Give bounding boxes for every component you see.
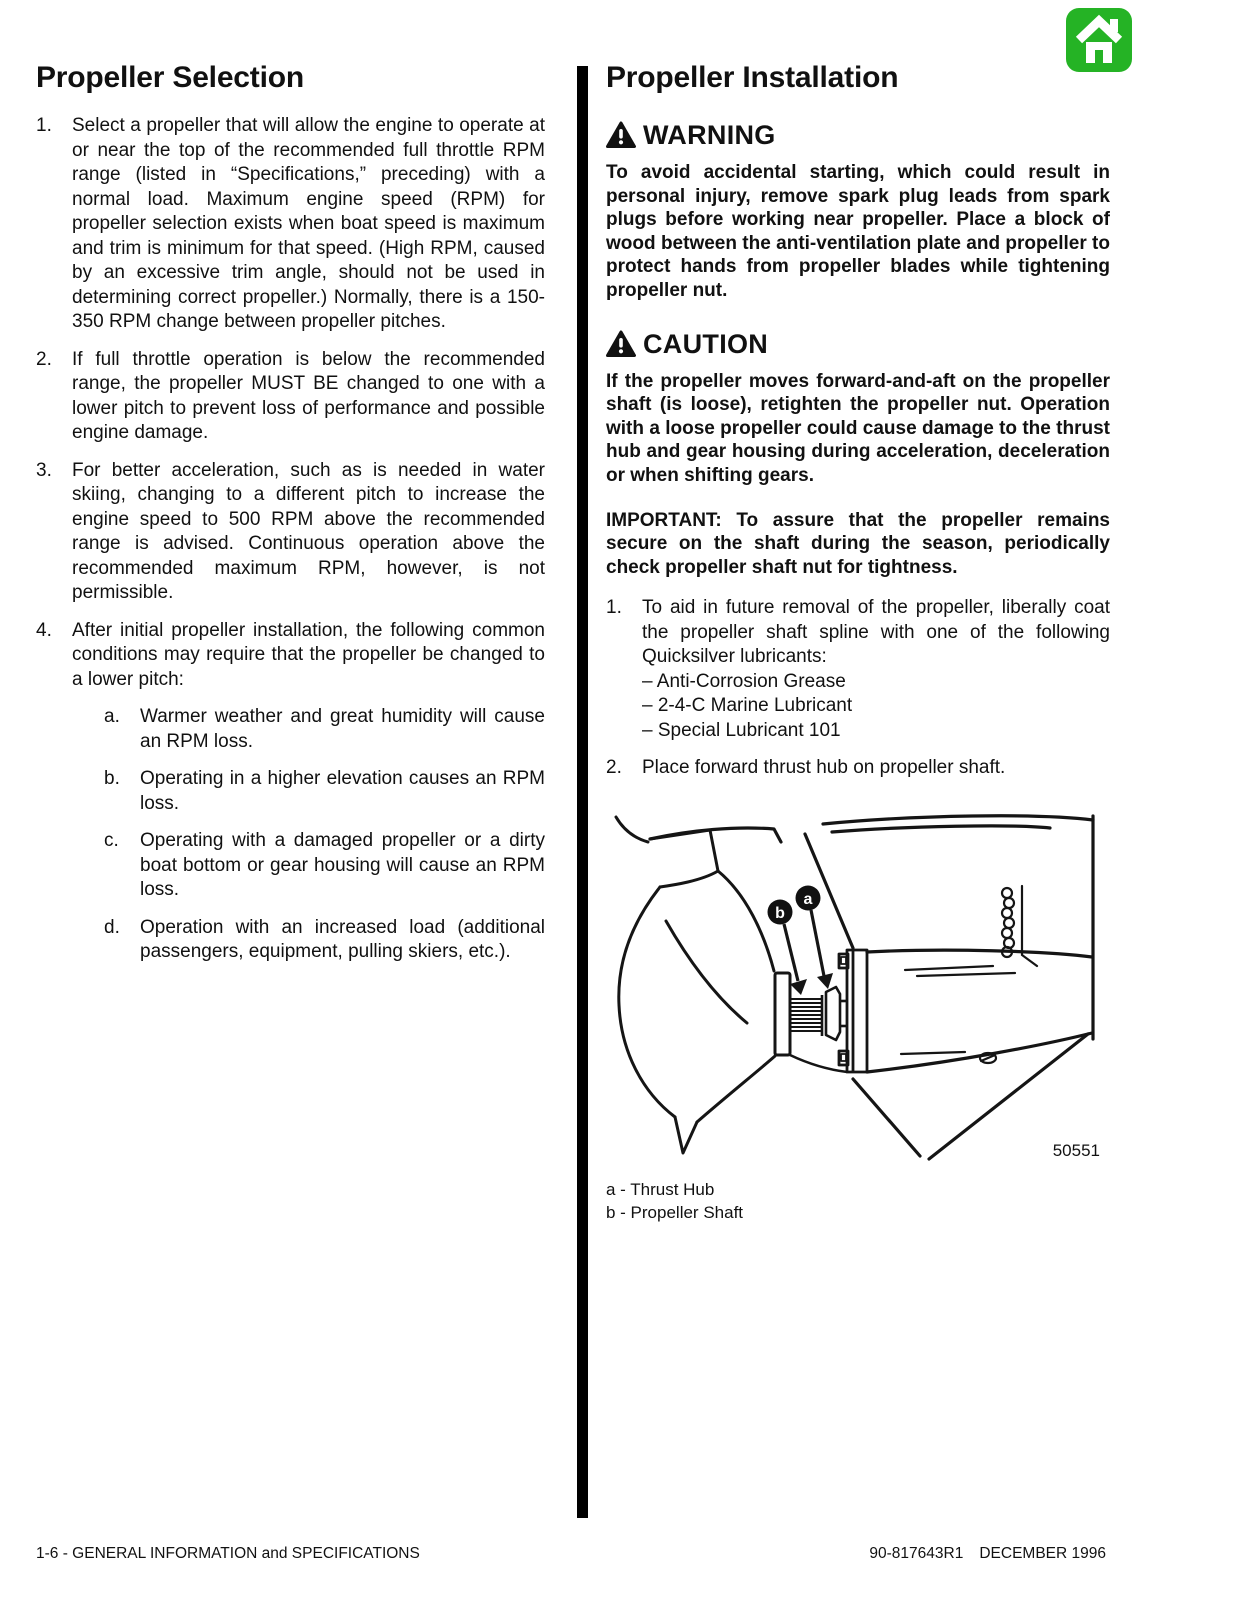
sub-list-text: Warmer weather and great humidity will cause an RPM loss. [140,706,545,752]
list-number: 4. [36,619,52,641]
sub-list-letter: b. [104,768,120,789]
list-item [36,619,545,693]
sub-list-letter: a. [104,706,120,727]
list-number: 2. [36,348,52,370]
list-text: After initial propeller installation, the following common conditions may require that the propeller be changed to a lower pitch: [72,619,545,690]
left-column [36,62,545,978]
figure-number: 50551 [1052,1140,1100,1160]
lubricant-option: – Special Lubricant 101 [642,719,841,741]
footer-doc-code: 90-817643R1 [869,1545,964,1562]
caption-propeller-shaft: b - Propeller Shaft [606,1203,744,1223]
sub-list-letter: c. [104,830,119,851]
list-text: Select a propeller that will allow the engine to operate at or near the top of the recommended full throttle RPM range (listed in “Specifications,” preceding) with a normal load. Maximum engine speed (RPM) for propeller selection exists when boat speed is maximum and trim is minimum for that speed. (High RPM, caused by an excessive trim angle, should not be used in determining correct propeller.) Normally, there is a 150-350 RPM change between propeller pitches. [72,115,545,332]
warning-label: WARNING [643,120,776,150]
thrust-hub-part [826,987,848,1040]
list-text: If full throttle operation is below the recommended range, the propeller MUST BE changed to one with a lower pitch to prevent loss of performance and possible engine damage. [72,348,545,443]
callout-a [796,885,834,989]
caution-triangle-icon [606,330,636,358]
caution-heading [606,329,1110,359]
list-item [36,459,545,606]
list-item [36,348,545,446]
warning-heading [606,120,1110,150]
sub-list-text: Operation with an increased load (additional passengers, equipment, pulling skiers, etc.). [140,916,545,962]
caption-thrust-hub: a - Thrust Hub [606,1180,715,1200]
callout-a-letter: a [803,890,813,908]
step-text: Place forward thrust hub on propeller shaft. [642,757,1006,779]
step-item [606,756,1110,781]
list-number: 1. [36,115,52,136]
splined-shaft [790,995,822,1036]
list-text: For better acceleration, such as is needed in water skiing, changing to a different pitch to increase the engine speed to 500 RPM above the recommended range is advised. Continuous operation above the recommended maximum RPM, however, is not permissible. [72,459,545,603]
callout-b-letter: b [775,904,785,922]
list-item [36,114,545,335]
footer-right [869,1545,1106,1563]
lubricant-option: – Anti-Corrosion Grease [642,670,846,692]
footer-left-text: 1-6 - GENERAL INFORMATION and SPECIFICATIONS [36,1545,420,1562]
callout-b [768,899,808,995]
list-number: 3. [36,459,52,481]
sub-list-item [104,705,545,754]
figure-captions [606,1178,1106,1224]
caution-label: CAUTION [643,328,769,359]
warning-triangle-icon [606,121,636,149]
step-item [606,596,1110,743]
gear-housing-figure [606,795,1106,1225]
sub-list-text: Operating in a higher elevation causes an RPM loss. [140,768,545,814]
sub-list-item [104,916,545,965]
housing-detail-lines [901,886,1037,1063]
section-title-propeller-installation: Propeller Installation [606,61,899,94]
important-note: IMPORTANT: To assure that the propeller remains secure on the shaft during the season, periodically check propeller shaft nut for tightness. [606,509,1110,578]
section-title-propeller-selection: Propeller Selection [36,61,304,94]
sub-list-item [104,767,545,816]
coil-detail [1002,886,1037,966]
right-column [606,62,1110,1224]
propeller-outline [616,817,790,1153]
step-text-body: To aid in future removal of the propeller, liberally coat the propeller shaft spline with one of the following Quicksilver lubricants: [642,597,1110,668]
sub-list-letter: d. [104,916,120,938]
sub-list-text: Operating with a damaged propeller or a dirty boat bottom or gear housing will cause an RPM loss. [140,830,545,900]
lubricant-option: – 2-4-C Marine Lubricant [642,695,853,717]
step-number: 1. [606,597,622,619]
gear-housing-drawing [606,795,1106,1167]
caution-text: If the propeller moves forward-and-aft on the propeller shaft (is loose), retighten the propeller nut. Operation with a loose propeller could cause damage to the thrust hub and gear housing during acceleration, deceleration or when shifting gears. [606,370,1110,486]
step-number: 2. [606,757,622,779]
column-divider [577,66,588,1518]
step-text [642,596,1110,743]
sub-list-item [104,829,545,903]
warning-text: To avoid accidental starting, which could result in personal injury, remove spark plug leads from spark plugs before working near propeller. Place a block of wood between the anti-ventilation plate and propeller to protect hands from propeller blades while tightening propeller nut. [606,162,1110,301]
footer-date: DECEMBER 1996 [979,1545,1106,1562]
page-footer [36,1545,1106,1563]
